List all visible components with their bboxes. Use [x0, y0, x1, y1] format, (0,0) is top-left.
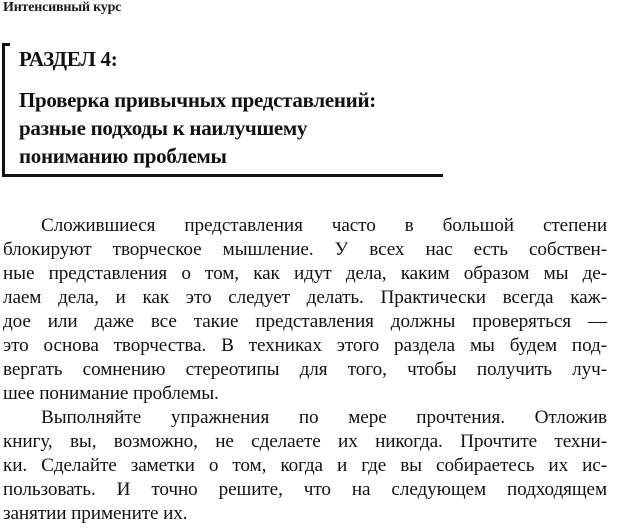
text-line: занятии примените их.: [3, 503, 188, 524]
text-line: Сложившиеся представления часто в большой степени: [41, 215, 607, 236]
body-text: [3, 214, 607, 526]
box-corner-mark: [2, 43, 10, 46]
text-line: Выполняйте упражнения по мере прочтения. Отложив: [41, 407, 607, 428]
paragraph-2: [3, 406, 607, 526]
text-line: блокируют творческое мышление. У всех нас есть собствен-: [3, 239, 607, 260]
text-line: шее понимание проблемы.: [3, 383, 219, 404]
section-title: [19, 86, 376, 170]
section-title-line: разные подходы к наилучшему: [19, 116, 308, 140]
section-heading-box: [2, 46, 443, 177]
text-line: вергать сомнению стереотипы для того, чтобы получить луч-: [3, 359, 607, 380]
section-label: РАЗДЕЛ 4:: [19, 47, 118, 71]
text-line: дое или даже все такие представления должны проверяться —: [3, 311, 607, 332]
paragraph-1: [3, 214, 607, 406]
text-line: пользовать. И точно решите, что на следующем подходящем: [3, 479, 607, 500]
text-line: это основа творчества. В техниках этого раздела мы будем под-: [3, 335, 607, 356]
text-line: книгу, вы, возможно, не сделаете их никогда. Прочтите техни-: [3, 431, 607, 452]
section-title-line: Проверка привычных представлений:: [19, 88, 376, 112]
running-head: Интенсивный курс: [3, 0, 122, 15]
text-line: ные представления о том, как идут дела, каким образом мы де-: [3, 263, 607, 284]
text-line: лаем дела, и как это следует делать. Практически всегда каж-: [3, 287, 607, 308]
text-line: ки. Сделайте заметки о том, когда и где вы собираетесь их ис-: [3, 455, 607, 476]
section-title-line: пониманию проблемы: [19, 144, 227, 168]
